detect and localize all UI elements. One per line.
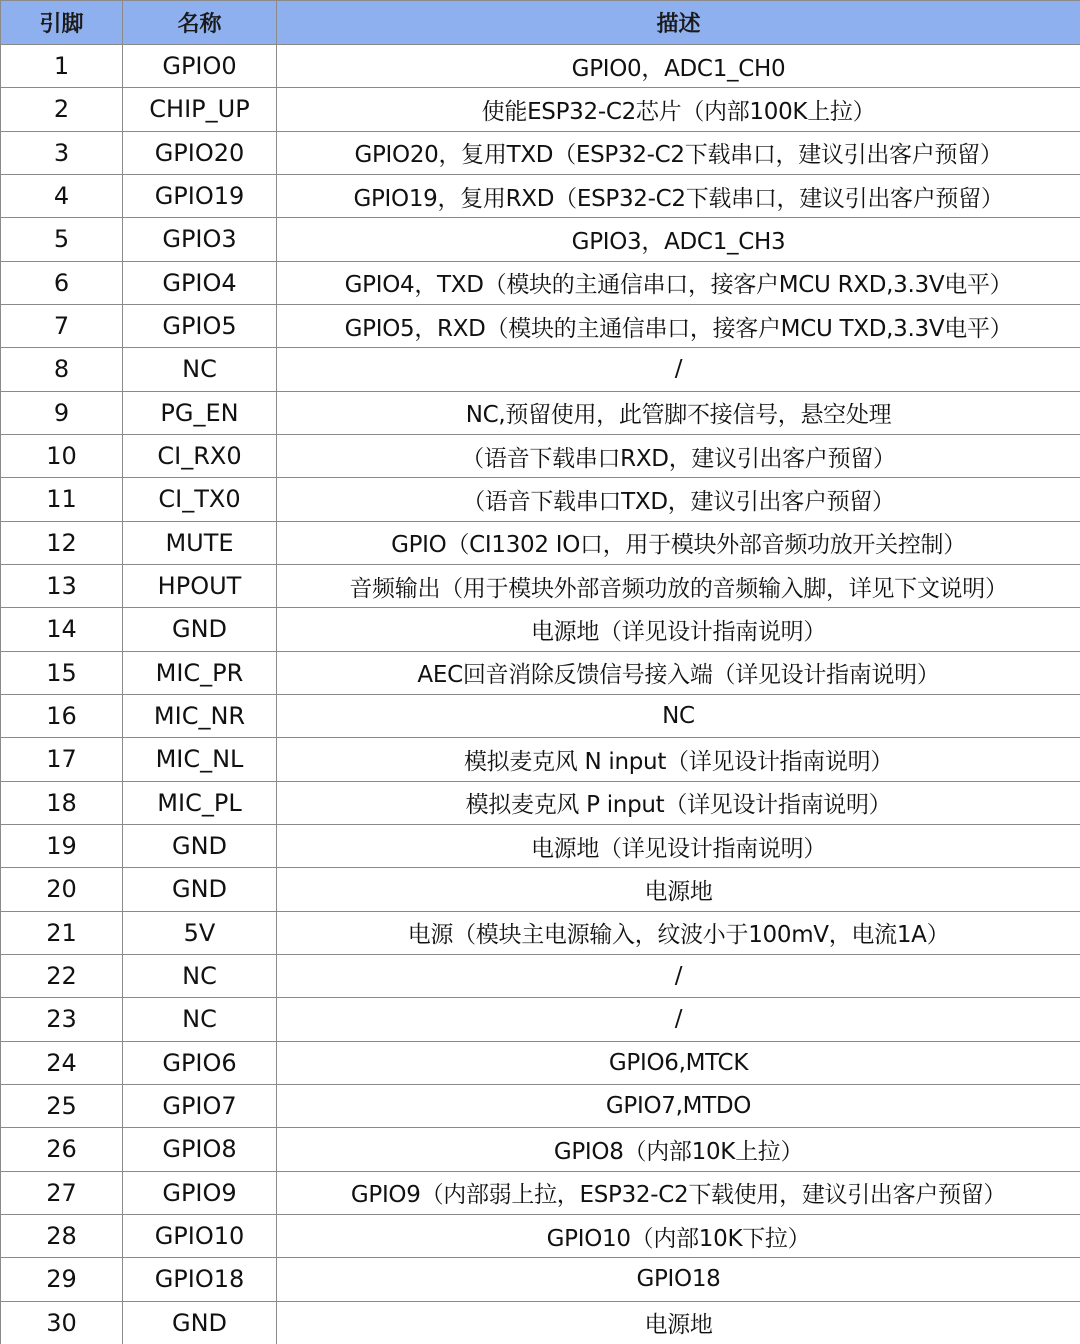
pin-number-cell: 23 <box>1 998 123 1041</box>
pin-number-cell: 16 <box>1 694 123 737</box>
pin-description-cell: GPIO7,MTDO <box>277 1084 1080 1127</box>
pin-number-cell: 13 <box>1 564 123 607</box>
table-row <box>1 1301 1080 1344</box>
pin-name-cell: GPIO8 <box>123 1128 277 1171</box>
pin-number-cell: 1 <box>1 45 123 88</box>
table-row <box>1 174 1080 217</box>
pin-number-cell: 9 <box>1 391 123 434</box>
pin-number-cell: 5 <box>1 218 123 261</box>
pin-number-cell: 27 <box>1 1171 123 1214</box>
table-row <box>1 391 1080 434</box>
pin-number-cell: 15 <box>1 651 123 694</box>
pin-number-cell: 8 <box>1 348 123 391</box>
table-row <box>1 478 1080 521</box>
pin-name-cell: GPIO3 <box>123 218 277 261</box>
pin-description-cell: / <box>277 998 1080 1041</box>
pin-description-cell: GPIO0，ADC1_CH0 <box>277 45 1080 88</box>
header-description: 描述 <box>277 1 1080 45</box>
pin-name-cell: GND <box>123 868 277 911</box>
pin-name-cell: PG_EN <box>123 391 277 434</box>
table-row <box>1 781 1080 824</box>
table-row <box>1 738 1080 781</box>
pin-description-cell: （语音下载串口RXD，建议引出客户预留） <box>277 434 1080 477</box>
pin-number-cell: 18 <box>1 781 123 824</box>
table-row <box>1 1128 1080 1171</box>
table-row <box>1 911 1080 954</box>
table-header <box>1 1 1080 45</box>
pin-description-cell: GPIO18 <box>277 1258 1080 1301</box>
pin-description-cell: （语音下载串口TXD，建议引出客户预留） <box>277 478 1080 521</box>
pin-number-cell: 12 <box>1 521 123 564</box>
pin-name-cell: MIC_NR <box>123 694 277 737</box>
table-row <box>1 1258 1080 1301</box>
table-row <box>1 824 1080 867</box>
pin-description-cell: GPIO19，复用RXD（ESP32-C2下载串口，建议引出客户预留） <box>277 174 1080 217</box>
pin-number-cell: 29 <box>1 1258 123 1301</box>
pin-number-cell: 14 <box>1 608 123 651</box>
pin-number-cell: 30 <box>1 1301 123 1344</box>
table-row <box>1 1214 1080 1257</box>
pin-description-cell: AEC回音消除反馈信号接入端（详见设计指南说明） <box>277 651 1080 694</box>
pin-number-cell: 10 <box>1 434 123 477</box>
table-row <box>1 261 1080 304</box>
pin-name-cell: GND <box>123 824 277 867</box>
pin-description-cell: / <box>277 348 1080 391</box>
pin-name-cell: MIC_NL <box>123 738 277 781</box>
pin-description-cell: / <box>277 954 1080 997</box>
pin-number-cell: 2 <box>1 88 123 131</box>
pin-name-cell: HPOUT <box>123 564 277 607</box>
pin-number-cell: 4 <box>1 174 123 217</box>
table-row <box>1 348 1080 391</box>
table-row <box>1 218 1080 261</box>
pin-name-cell: GPIO9 <box>123 1171 277 1214</box>
pin-name-cell: 5V <box>123 911 277 954</box>
table-row <box>1 1041 1080 1084</box>
pin-number-cell: 19 <box>1 824 123 867</box>
table-row <box>1 954 1080 997</box>
pin-name-cell: NC <box>123 998 277 1041</box>
pin-number-cell: 22 <box>1 954 123 997</box>
pin-description-cell: GPIO4，TXD（模块的主通信串口，接客户MCU RXD,3.3V电平） <box>277 261 1080 304</box>
pin-number-cell: 28 <box>1 1214 123 1257</box>
table-row <box>1 521 1080 564</box>
table-row <box>1 694 1080 737</box>
pin-name-cell: GPIO10 <box>123 1214 277 1257</box>
pin-name-cell: GPIO6 <box>123 1041 277 1084</box>
pin-number-cell: 11 <box>1 478 123 521</box>
table-row <box>1 45 1080 88</box>
pin-description-cell: 电源（模块主电源输入，纹波小于100mV，电流1A） <box>277 911 1080 954</box>
pin-number-cell: 7 <box>1 304 123 347</box>
pin-number-cell: 25 <box>1 1084 123 1127</box>
table-body <box>1 45 1080 1344</box>
pin-name-cell: GND <box>123 608 277 651</box>
pin-number-cell: 3 <box>1 131 123 174</box>
pin-name-cell: GND <box>123 1301 277 1344</box>
pin-description-cell: 电源地（详见设计指南说明） <box>277 608 1080 651</box>
pin-description-cell: NC <box>277 694 1080 737</box>
pin-number-cell: 26 <box>1 1128 123 1171</box>
pin-name-cell: GPIO19 <box>123 174 277 217</box>
header-pin: 引脚 <box>1 1 123 45</box>
pin-name-cell: CHIP_UP <box>123 88 277 131</box>
pin-description-cell: 使能ESP32-C2芯片（内部100K上拉） <box>277 88 1080 131</box>
pin-number-cell: 6 <box>1 261 123 304</box>
table-row <box>1 1084 1080 1127</box>
pin-name-cell: GPIO4 <box>123 261 277 304</box>
pin-description-cell: GPIO10（内部10K下拉） <box>277 1214 1080 1257</box>
table-row <box>1 304 1080 347</box>
pin-description-cell: GPIO（CI1302 IO口，用于模块外部音频功放开关控制） <box>277 521 1080 564</box>
table-row <box>1 131 1080 174</box>
pin-name-cell: NC <box>123 348 277 391</box>
table-row <box>1 998 1080 1041</box>
pin-description-cell: 电源地（详见设计指南说明） <box>277 824 1080 867</box>
pin-name-cell: CI_RX0 <box>123 434 277 477</box>
pin-name-cell: GPIO5 <box>123 304 277 347</box>
pin-name-cell: MUTE <box>123 521 277 564</box>
pin-description-cell: GPIO20，复用TXD（ESP32-C2下载串口，建议引出客户预留） <box>277 131 1080 174</box>
pin-name-cell: GPIO7 <box>123 1084 277 1127</box>
pin-number-cell: 20 <box>1 868 123 911</box>
header-row <box>1 1 1080 45</box>
pin-number-cell: 17 <box>1 738 123 781</box>
header-name: 名称 <box>123 1 277 45</box>
table-row <box>1 651 1080 694</box>
pin-description-cell: 模拟麦克风 N input（详见设计指南说明） <box>277 738 1080 781</box>
pin-number-cell: 24 <box>1 1041 123 1084</box>
pin-description-cell: 电源地 <box>277 1301 1080 1344</box>
table-row <box>1 1171 1080 1214</box>
table-row <box>1 564 1080 607</box>
table-row <box>1 88 1080 131</box>
pin-number-cell: 21 <box>1 911 123 954</box>
table-row <box>1 868 1080 911</box>
pin-name-cell: GPIO20 <box>123 131 277 174</box>
pin-name-cell: MIC_PR <box>123 651 277 694</box>
pin-name-cell: NC <box>123 954 277 997</box>
pin-name-cell: GPIO0 <box>123 45 277 88</box>
pin-description-cell: GPIO5，RXD（模块的主通信串口，接客户MCU TXD,3.3V电平） <box>277 304 1080 347</box>
table-row <box>1 608 1080 651</box>
table-row <box>1 434 1080 477</box>
pin-name-cell: MIC_PL <box>123 781 277 824</box>
pin-description-cell: 电源地 <box>277 868 1080 911</box>
pin-description-cell: GPIO8（内部10K上拉） <box>277 1128 1080 1171</box>
pin-name-cell: GPIO18 <box>123 1258 277 1301</box>
pin-description-cell: 音频输出（用于模块外部音频功放的音频输入脚，详见下文说明） <box>277 564 1080 607</box>
pin-name-cell: CI_TX0 <box>123 478 277 521</box>
pin-description-cell: 模拟麦克风 P input（详见设计指南说明） <box>277 781 1080 824</box>
pin-description-cell: GPIO6,MTCK <box>277 1041 1080 1084</box>
pin-description-cell: NC,预留使用，此管脚不接信号，悬空处理 <box>277 391 1080 434</box>
pin-description-cell: GPIO3，ADC1_CH3 <box>277 218 1080 261</box>
pin-description-cell: GPIO9（内部弱上拉，ESP32-C2下载使用，建议引出客户预留） <box>277 1171 1080 1214</box>
